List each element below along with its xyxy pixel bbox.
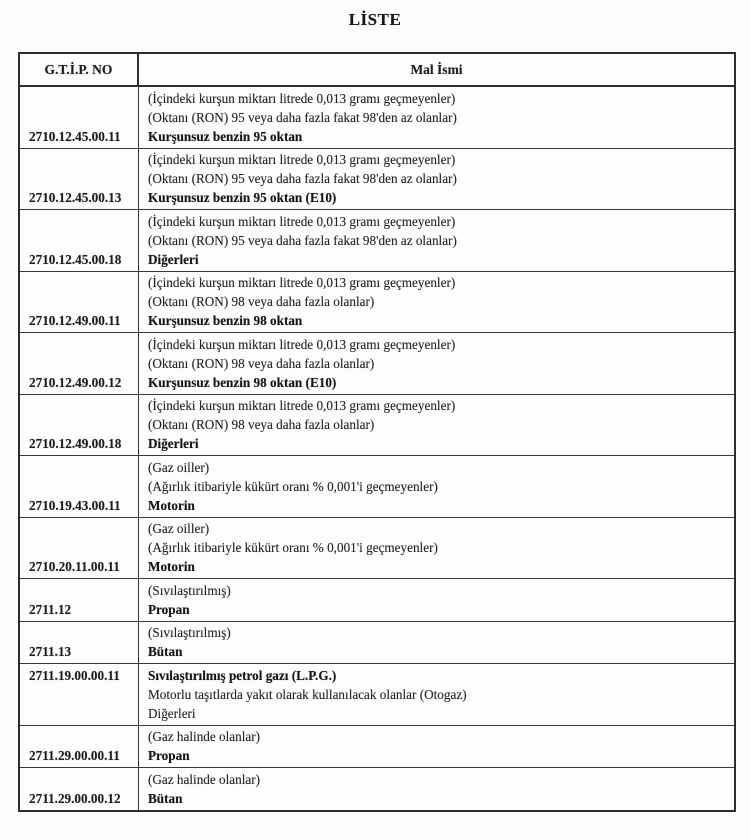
table-row	[20, 209, 734, 271]
gtip-code: 2711.29.00.00.11	[29, 748, 120, 763]
goods-name: Kurşunsuz benzin 98 oktan	[148, 313, 303, 328]
gtip-code-cell	[20, 272, 139, 333]
gtip-code-cell	[20, 333, 139, 394]
tariff-table	[18, 52, 736, 812]
goods-description-cell	[139, 395, 734, 456]
goods-qualifier: Motorlu taşıtlarda yakıt olarak kullanılacak olanlar (Otogaz)	[148, 686, 467, 702]
table-row	[20, 87, 734, 148]
goods-qualifier: (Oktanı (RON) 95 veya daha fazla fakat 98'den az olanlar)	[148, 109, 457, 125]
goods-qualifier: (Ağırlık itibariyle kükürt oranı % 0,001'i geçmeyenler)	[148, 540, 438, 555]
goods-description-cell	[139, 518, 734, 579]
goods-qualifier: (İçindeki kurşun miktarı litrede 0,013 gramı geçmeyenler)	[148, 336, 456, 352]
column-header-mal-ismi: Mal İsmi	[410, 61, 463, 77]
goods-name: Motorin	[148, 559, 195, 574]
gtip-code-cell	[20, 622, 139, 664]
table-row	[20, 517, 734, 579]
goods-qualifier: (Oktanı (RON) 98 veya daha fazla olanlar)	[148, 294, 375, 309]
gtip-code: 2711.12	[29, 601, 72, 617]
goods-name: Sıvılaştırılmış petrol gazı (L.P.G.)	[148, 667, 337, 683]
goods-name: Kurşunsuz benzin 98 oktan (E10)	[148, 374, 337, 390]
gtip-code: 2711.29.00.00.12	[29, 790, 121, 806]
table-row	[20, 663, 734, 725]
table-body	[20, 87, 734, 810]
table-row	[20, 621, 734, 664]
goods-description-cell	[139, 456, 734, 517]
goods-name: Kurşunsuz benzin 95 oktan (E10)	[148, 190, 337, 205]
goods-qualifier: (Oktanı (RON) 95 veya daha fazla fakat 98'den az olanlar)	[148, 171, 457, 186]
goods-qualifier: (İçindeki kurşun miktarı litrede 0,013 gramı geçmeyenler)	[148, 213, 456, 229]
goods-name: Motorin	[148, 497, 195, 513]
gtip-code: 2710.12.45.00.11	[29, 128, 121, 144]
gtip-code: 2711.19.00.00.11	[29, 667, 120, 683]
column-header-gtip-no: G.T.İ.P. NO	[20, 54, 139, 85]
goods-qualifier: (İçindeki kurşun miktarı litrede 0,013 gramı geçmeyenler)	[148, 90, 456, 106]
goods-description-cell	[139, 622, 734, 664]
goods-description-cell	[139, 210, 734, 271]
gtip-code-cell	[20, 395, 139, 456]
goods-qualifier: (Gaz halinde olanlar)	[148, 729, 261, 744]
goods-description-cell	[139, 768, 734, 810]
table-row	[20, 455, 734, 517]
table-header-row	[20, 54, 734, 87]
goods-qualifier: (Sıvılaştırılmış)	[148, 625, 231, 640]
goods-name: Diğerleri	[148, 251, 199, 267]
table-row	[20, 578, 734, 621]
goods-name: Propan	[148, 601, 190, 617]
goods-description-cell	[139, 333, 734, 394]
gtip-code: 2711.13	[29, 644, 72, 659]
goods-qualifier: (İçindeki kurşun miktarı litrede 0,013 gramı geçmeyenler)	[148, 152, 456, 167]
gtip-code: 2710.20.11.00.11	[29, 559, 120, 574]
goods-qualifier: (Gaz oiller)	[148, 459, 210, 475]
goods-name: Propan	[148, 748, 190, 763]
goods-description-cell	[139, 272, 734, 333]
gtip-code: 2710.12.45.00.13	[29, 190, 122, 205]
goods-qualifier: (Oktanı (RON) 95 veya daha fazla fakat 98'den az olanlar)	[148, 232, 457, 248]
goods-qualifier: (Oktanı (RON) 98 veya daha fazla olanlar)	[148, 417, 375, 432]
goods-description-cell	[139, 726, 734, 768]
goods-description-cell	[139, 664, 734, 725]
goods-description-cell	[139, 87, 734, 148]
gtip-code: 2710.12.45.00.18	[29, 251, 122, 267]
goods-qualifier: (Gaz oiller)	[148, 521, 210, 536]
table-row	[20, 271, 734, 333]
table-row	[20, 332, 734, 394]
table-row	[20, 148, 734, 210]
goods-qualifier: (İçindeki kurşun miktarı litrede 0,013 gramı geçmeyenler)	[148, 275, 456, 290]
table-row	[20, 394, 734, 456]
goods-name: Kurşunsuz benzin 95 oktan	[148, 128, 303, 144]
goods-qualifier: (Ağırlık itibariyle kükürt oranı % 0,001'i geçmeyenler)	[148, 478, 438, 494]
gtip-code-cell	[20, 726, 139, 768]
goods-name: Diğerleri	[148, 436, 199, 451]
goods-name: Bütan	[148, 790, 183, 806]
gtip-code-cell	[20, 456, 139, 517]
gtip-code: 2710.12.49.00.11	[29, 313, 121, 328]
table-row	[20, 725, 734, 768]
table-row	[20, 767, 734, 810]
goods-qualifier: Diğerleri	[148, 705, 196, 721]
gtip-code-cell	[20, 210, 139, 271]
goods-qualifier: (İçindeki kurşun miktarı litrede 0,013 gramı geçmeyenler)	[148, 398, 456, 413]
goods-description-cell	[139, 579, 734, 621]
goods-qualifier: (Sıvılaştırılmış)	[148, 582, 231, 598]
gtip-code-cell	[20, 518, 139, 579]
goods-qualifier: (Oktanı (RON) 98 veya daha fazla olanlar)	[148, 355, 375, 371]
gtip-code: 2710.12.49.00.12	[29, 374, 122, 390]
page-title: LİSTE	[348, 10, 402, 29]
gtip-code: 2710.12.49.00.18	[29, 436, 122, 451]
gtip-code: 2710.19.43.00.11	[29, 497, 121, 513]
gtip-code-cell	[20, 768, 139, 810]
gtip-code-cell	[20, 149, 139, 210]
gtip-code-cell	[20, 664, 139, 725]
goods-description-cell	[139, 149, 734, 210]
gtip-code-cell	[20, 579, 139, 621]
goods-qualifier: (Gaz halinde olanlar)	[148, 771, 261, 787]
goods-name: Bütan	[148, 644, 183, 659]
gtip-code-cell	[20, 87, 139, 148]
